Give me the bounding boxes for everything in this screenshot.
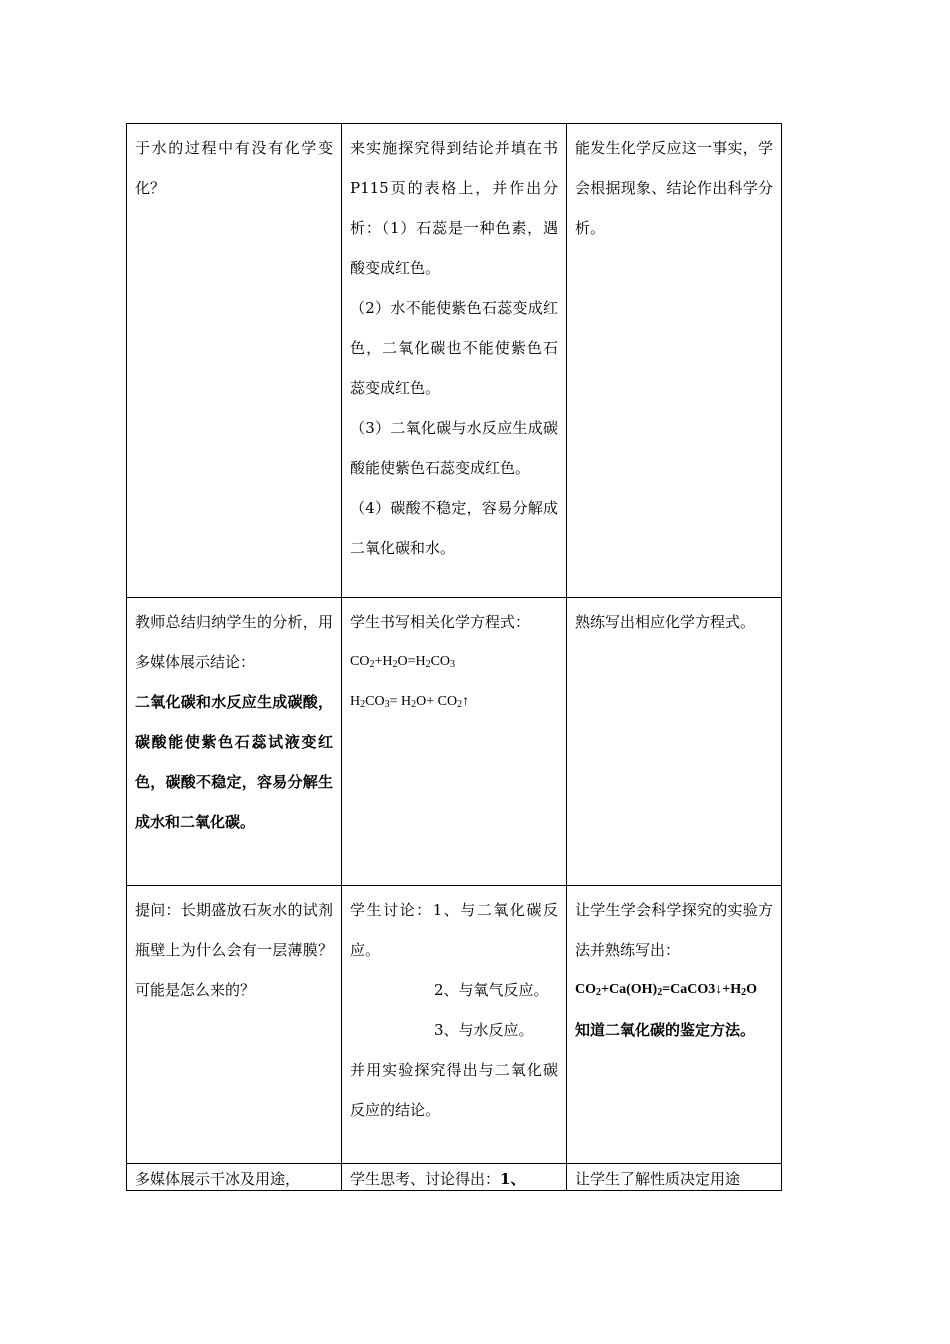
teacher-text: 多媒体展示干冰及用途， bbox=[135, 1170, 301, 1188]
teacher-text: 提问：长期盛放石灰水的试剂瓶壁上为什么会有一层薄膜？可能是怎么来的？ bbox=[135, 901, 333, 999]
lesson-plan-table bbox=[126, 123, 782, 1191]
design-intent-cell bbox=[567, 886, 782, 1164]
table-row bbox=[127, 598, 782, 886]
table-row bbox=[127, 1164, 782, 1191]
student-text: 并用实验探究得出与二氧化碳反应的结论。 bbox=[350, 1061, 558, 1119]
conclusion-text: 二氧化碳和水反应生成碳酸，碳酸能使紫色石蕊试液变红色，碳酸不稳定，容易分解生成水和二氧化碳。 bbox=[135, 693, 333, 831]
teacher-activity-cell bbox=[127, 124, 342, 598]
teacher-activity-cell bbox=[127, 1164, 342, 1191]
design-intent-cell bbox=[567, 598, 782, 886]
table-row bbox=[127, 124, 782, 598]
intent-text: 让学生学会科学探究的实验方法并熟练写出： bbox=[575, 901, 773, 959]
student-activity-cell bbox=[342, 598, 567, 886]
intent-text: 让学生了解性质决定用途 bbox=[575, 1170, 741, 1188]
student-text: 3、与水反应。 bbox=[434, 1021, 534, 1039]
student-activity-cell bbox=[342, 886, 567, 1164]
intent-text: 熟练写出相应化学方程式。 bbox=[575, 613, 756, 631]
design-intent-cell bbox=[567, 1164, 782, 1191]
student-activity-cell bbox=[342, 124, 567, 598]
teacher-text: 教师总结归纳学生的分析，用多媒体展示结论： bbox=[135, 613, 333, 671]
intent-bold-text: 知道二氧化碳的鉴定方法。 bbox=[575, 1021, 756, 1039]
teacher-text: 于水的过程中有没有化学变化？ bbox=[135, 139, 333, 197]
student-text: 学生讨论：1、与二氧化碳反应。 bbox=[350, 901, 558, 959]
intent-text: 能发生化学反应这一事实，学会根据现象、结论作出科学分析。 bbox=[575, 139, 773, 237]
equation-carbonic-acid-formation: $CO_2+H_2O=H_2CO_3$ bbox=[350, 654, 456, 670]
gas-up-arrow-icon: ↑ bbox=[462, 694, 470, 709]
student-text: （3）二氧化碳与水反应生成碳酸能使紫色石蕊变成红色。 bbox=[350, 419, 558, 477]
student-text: 学生书写相关化学方程式： bbox=[350, 613, 531, 631]
equation-carbonic-acid-decomposition: $H_2CO_3= H_2O+$ $CO_2↑$ bbox=[350, 694, 470, 710]
precipitate-down-arrow-icon: ↓ bbox=[715, 982, 723, 997]
design-intent-cell bbox=[567, 124, 782, 598]
student-text: （4）碳酸不稳定，容易分解成二氧化碳和水。 bbox=[350, 499, 558, 557]
student-text: （2）水不能使紫色石蕊变成红色，二氧化碳也不能使紫色石蕊变成红色。 bbox=[350, 299, 558, 397]
table-row bbox=[127, 886, 782, 1164]
student-text: 2、与氧气反应。 bbox=[434, 981, 549, 999]
student-text: 学生思考、讨论得出：1、 bbox=[350, 1170, 526, 1188]
student-activity-cell bbox=[342, 1164, 567, 1191]
teacher-activity-cell bbox=[127, 886, 342, 1164]
student-text: 来实施探究得到结论并填在书P115页的表格上，并作出分析：（1）石蕊是一种色素，遇酸变成红色。 bbox=[350, 139, 558, 277]
equation-limewater: $CO_2+Ca(OH)_2=CaCO3↓+H_2O$ bbox=[575, 982, 758, 998]
teacher-activity-cell bbox=[127, 598, 342, 886]
